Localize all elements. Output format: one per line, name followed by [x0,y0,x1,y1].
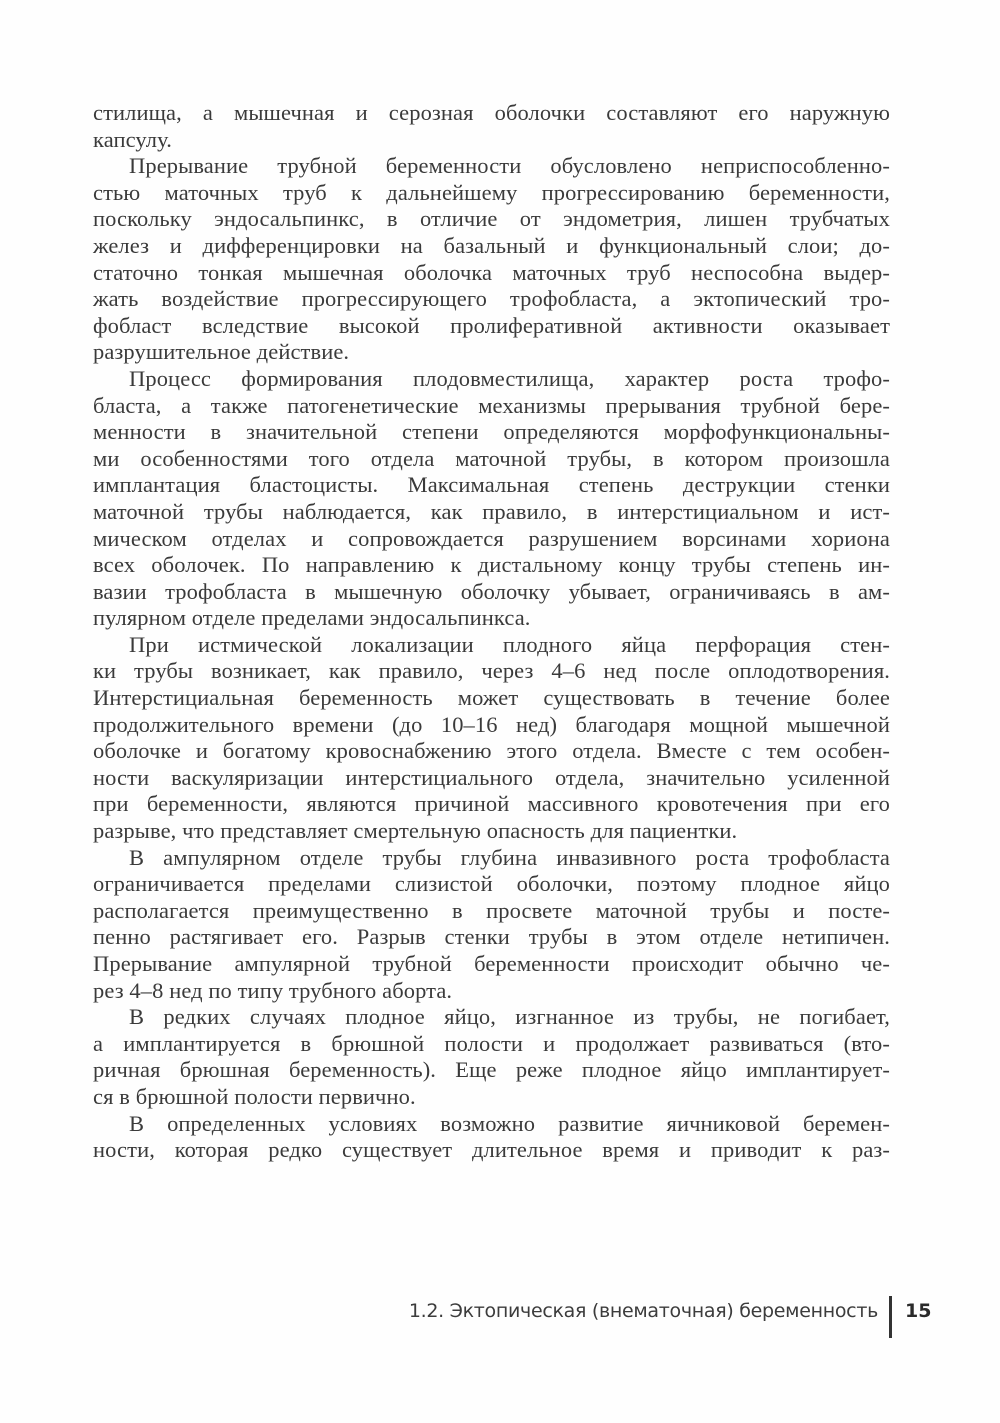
text-line: имплантация бластоцисты. Максимальная степень деструкции стенки [93,472,890,498]
paragraph [93,632,890,845]
text-line: ричная брюшная беременность). Еще реже плодное яйцо имплантирует- [93,1057,890,1083]
text-line: ности васкуляризации интерстициального отдела, значительно усиленной [93,764,890,790]
text-line: Интерстициальная беременность может существовать в течение более [93,685,890,711]
text-line: бласта, а также патогенетические механизмы прерывания трубной бере- [93,392,890,418]
text-line: Процесс формирования плодовместилища, характер роста трофо- [129,365,890,391]
paragraph [93,1004,890,1110]
body-text [93,100,890,1164]
page-number: 15 [905,1300,932,1322]
text-line: ми особенностями того отдела маточной трубы, в котором произошла [93,445,890,471]
text-line: капсулу. [93,126,172,152]
text-line: В определенных условиях возможно развитие яичниковой беремен- [129,1110,890,1136]
text-line: жать воздействие прогрессирующего трофобласта, а эктопический тро- [93,286,890,312]
text-line: фобласт вследствие высокой пролиферативной активности оказывает [93,312,890,338]
text-line: ся в брюшной полости первично. [93,1083,416,1109]
text-line: стилища, а мышечная и серозная оболочки составляют его наружную [93,100,890,125]
running-head: 1.2. Эктопическая (внематочная) беременность [408,1300,878,1322]
page-footer [0,1296,1000,1340]
text-line: продолжительного времени (до 10–16 нед) благодаря мощной мышечной [93,711,890,737]
text-line: поскольку эндосальпинкс, в отличие от эндометрия, лишен трубчатых [93,206,890,232]
text-line: рез 4–8 нед по типу трубного аборта. [93,977,453,1003]
text-line: менности в значительной степени определяются морфофункциональны- [93,419,890,445]
paragraph [93,1111,890,1164]
text-line: В редких случаях плодное яйцо, изгнанное из трубы, не погибает, [129,1004,890,1030]
text-line: оболочке и богатому кровоснабжению этого отдела. Вместе с тем особен- [93,738,890,764]
text-line: пулярном отделе пределами эндосальпинкса. [93,605,531,631]
paragraph [93,366,890,632]
text-line: разрыве, что представляет смертельную опасность для пациентки. [93,818,738,844]
paragraph [93,100,890,153]
text-line: разрушительное действие. [93,339,350,365]
footer-divider [889,1296,892,1338]
paragraph [93,845,890,1005]
text-line: ограничивается пределами слизистой оболочки, поэтому плодное яйцо [93,871,890,897]
text-line: стью маточных труб к дальнейшему прогрессированию беременности, [93,179,890,205]
text-line: Прерывание трубной беременности обусловлено неприспособленно- [129,153,890,179]
text-line: мическом отделах и сопровождается разрушением ворсинами хориона [93,525,890,551]
text-line: статочно тонкая мышечная оболочка маточных труб неспособна выдер- [93,259,890,285]
text-line: при беременности, являются причиной массивного кровотечения при его [93,791,890,817]
text-line: Прерывание ампулярной трубной беременности происходит обычно че- [93,951,890,976]
text-line: ности, которая редко существует длительное время и приводит к раз- [93,1137,890,1163]
text-line: а имплантируется в брюшной полости и продолжает развиваться (вто- [93,1030,890,1056]
text-line: В ампулярном отделе трубы глубина инвазивного роста трофобласта [129,844,890,870]
text-line: При истмической локализации плодного яйца перфорация стен- [129,631,890,657]
paragraph [93,153,890,366]
text-line: всех оболочек. По направлению к дистальному концу трубы степень ин- [93,552,890,578]
text-line: пенно растягивает его. Разрыв стенки трубы в этом отделе нетипичен. [93,924,890,950]
text-line: вазии трофобласта в мышечную оболочку убывает, ограничиваясь в ам- [93,578,890,604]
text-line: ки трубы возникает, как правило, через 4–6 нед после оплодотворения. [93,658,890,684]
text-line: располагается преимущественно в просвете маточной трубы и посте- [93,897,890,923]
text-line: маточной трубы наблюдается, как правило, в интерстициальном и ист- [93,498,890,524]
text-line: желез и дифференцировки на базальный и функциональный слои; до- [93,232,890,258]
